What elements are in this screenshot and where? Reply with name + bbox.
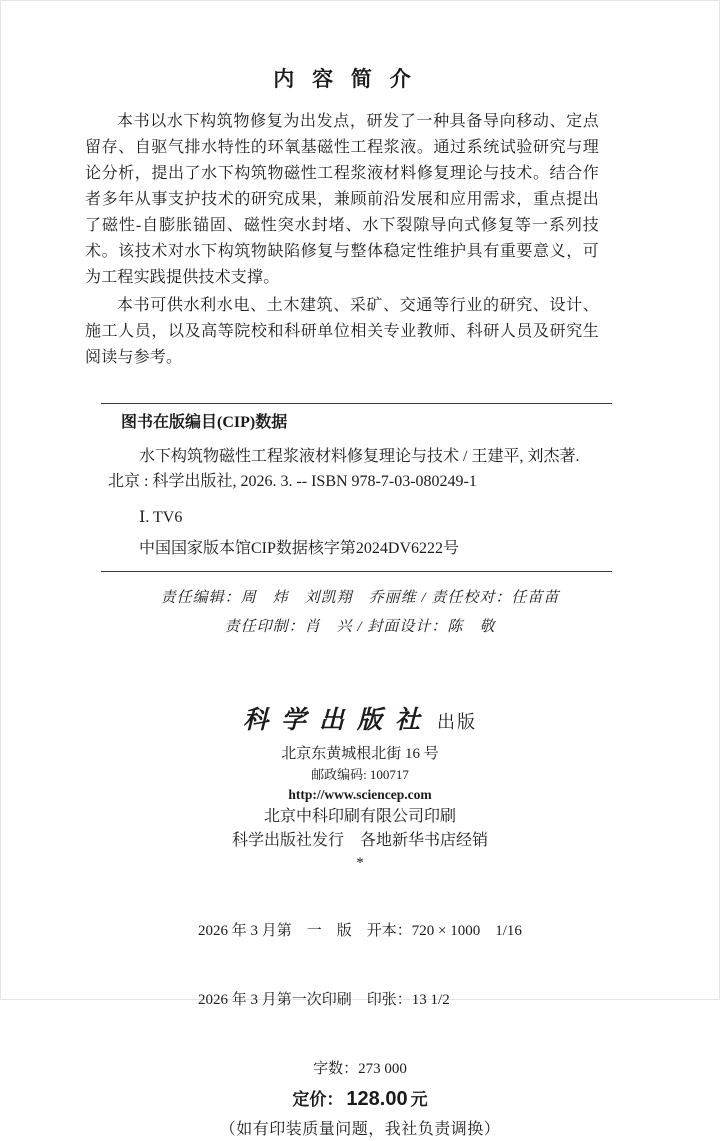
publisher-address: 北京东黄城根北街 16 号 [281, 746, 439, 762]
cip-classification: Ⅰ. TV6 [139, 509, 183, 526]
printer-name: 北京中科印刷有限公司印刷 [263, 808, 456, 825]
colophon-section [1, 706, 719, 1141]
distribution-line: 科学出版社发行 各地新华书店经销 [231, 832, 488, 849]
price-line [1, 1086, 719, 1114]
intro-title: 内容简介 [273, 67, 429, 91]
price-unit: 元 [410, 1090, 428, 1109]
cip-header: 图书在版编目(CIP)数据 [121, 414, 288, 431]
cip-box [101, 403, 612, 572]
price-value: 128.00 [346, 1088, 408, 1110]
edition-block [198, 874, 522, 1058]
publisher-script-name: 科学出版社 [242, 707, 433, 734]
publisher-website: http://www.sciencep.com [288, 787, 432, 802]
intro-paragraph-2: 本书可供水利水电、土木建筑、采矿、交通等行业的研究、设计、施工人员，以及高等院校和科研单位相关专业教师、科研人员及研究生阅读与参考。 [85, 297, 599, 366]
intro-section [1, 1, 719, 371]
cip-entry [101, 444, 612, 494]
cip-entry-isbn-line: 北京 : 科学出版社, 2026. 3. -- ISBN 978-7-03-080249-1 [108, 473, 477, 490]
intro-paragraph-1: 本书以水下构筑物修复为出发点，研发了一种具备导向移动、定点留存、自驱气排水特性的环氧基磁性工程浆液。通过系统试验研究与理论分析，提出了水下构筑物磁性工程浆液材料修复理论与技术。结合作者多年从事支护技术的研究成果，兼顾前沿发展和应用需求，重点提出了磁性-自膨胀锚固、磁性突水封堵、水下裂隙导向式修复等一系列技术。该技术对水下构筑物缺陷修复与整体稳定性维护具有重要意义，可为工程实践提供技术支撑。 [85, 113, 599, 286]
price-label: 定价： [292, 1090, 344, 1109]
editor-credits-line: 责任编辑：周 炜 刘凯翔 乔丽维 / 责任校对：任苗苗 [160, 590, 560, 606]
credits-section [1, 584, 719, 642]
word-count: 字数：273 000 [313, 1061, 407, 1077]
printing-info-line: 2026 年 3 月第一次印刷 印张：13 1/2 [198, 992, 450, 1008]
divider-star: * [356, 855, 364, 871]
edition-info-line: 2026 年 3 月第 一 版 开本：720 × 1000 1/16 [198, 923, 522, 939]
publisher-suffix: 出版 [437, 712, 477, 732]
cip-record-number: 中国国家版本馆CIP数据核字第2024DV6222号 [139, 540, 460, 557]
cip-entry-title-line: 水下构筑物磁性工程浆液材料修复理论与技术 / 王建平, 刘杰著. [139, 448, 580, 465]
publisher-logo [1, 706, 719, 739]
postal-code: 邮政编码: 100717 [311, 767, 409, 782]
printing-credits-line: 责任印制：肖 兴 / 封面设计：陈 敬 [224, 619, 496, 635]
quality-note: （如有印装质量问题，我社负责调换） [219, 1121, 501, 1138]
